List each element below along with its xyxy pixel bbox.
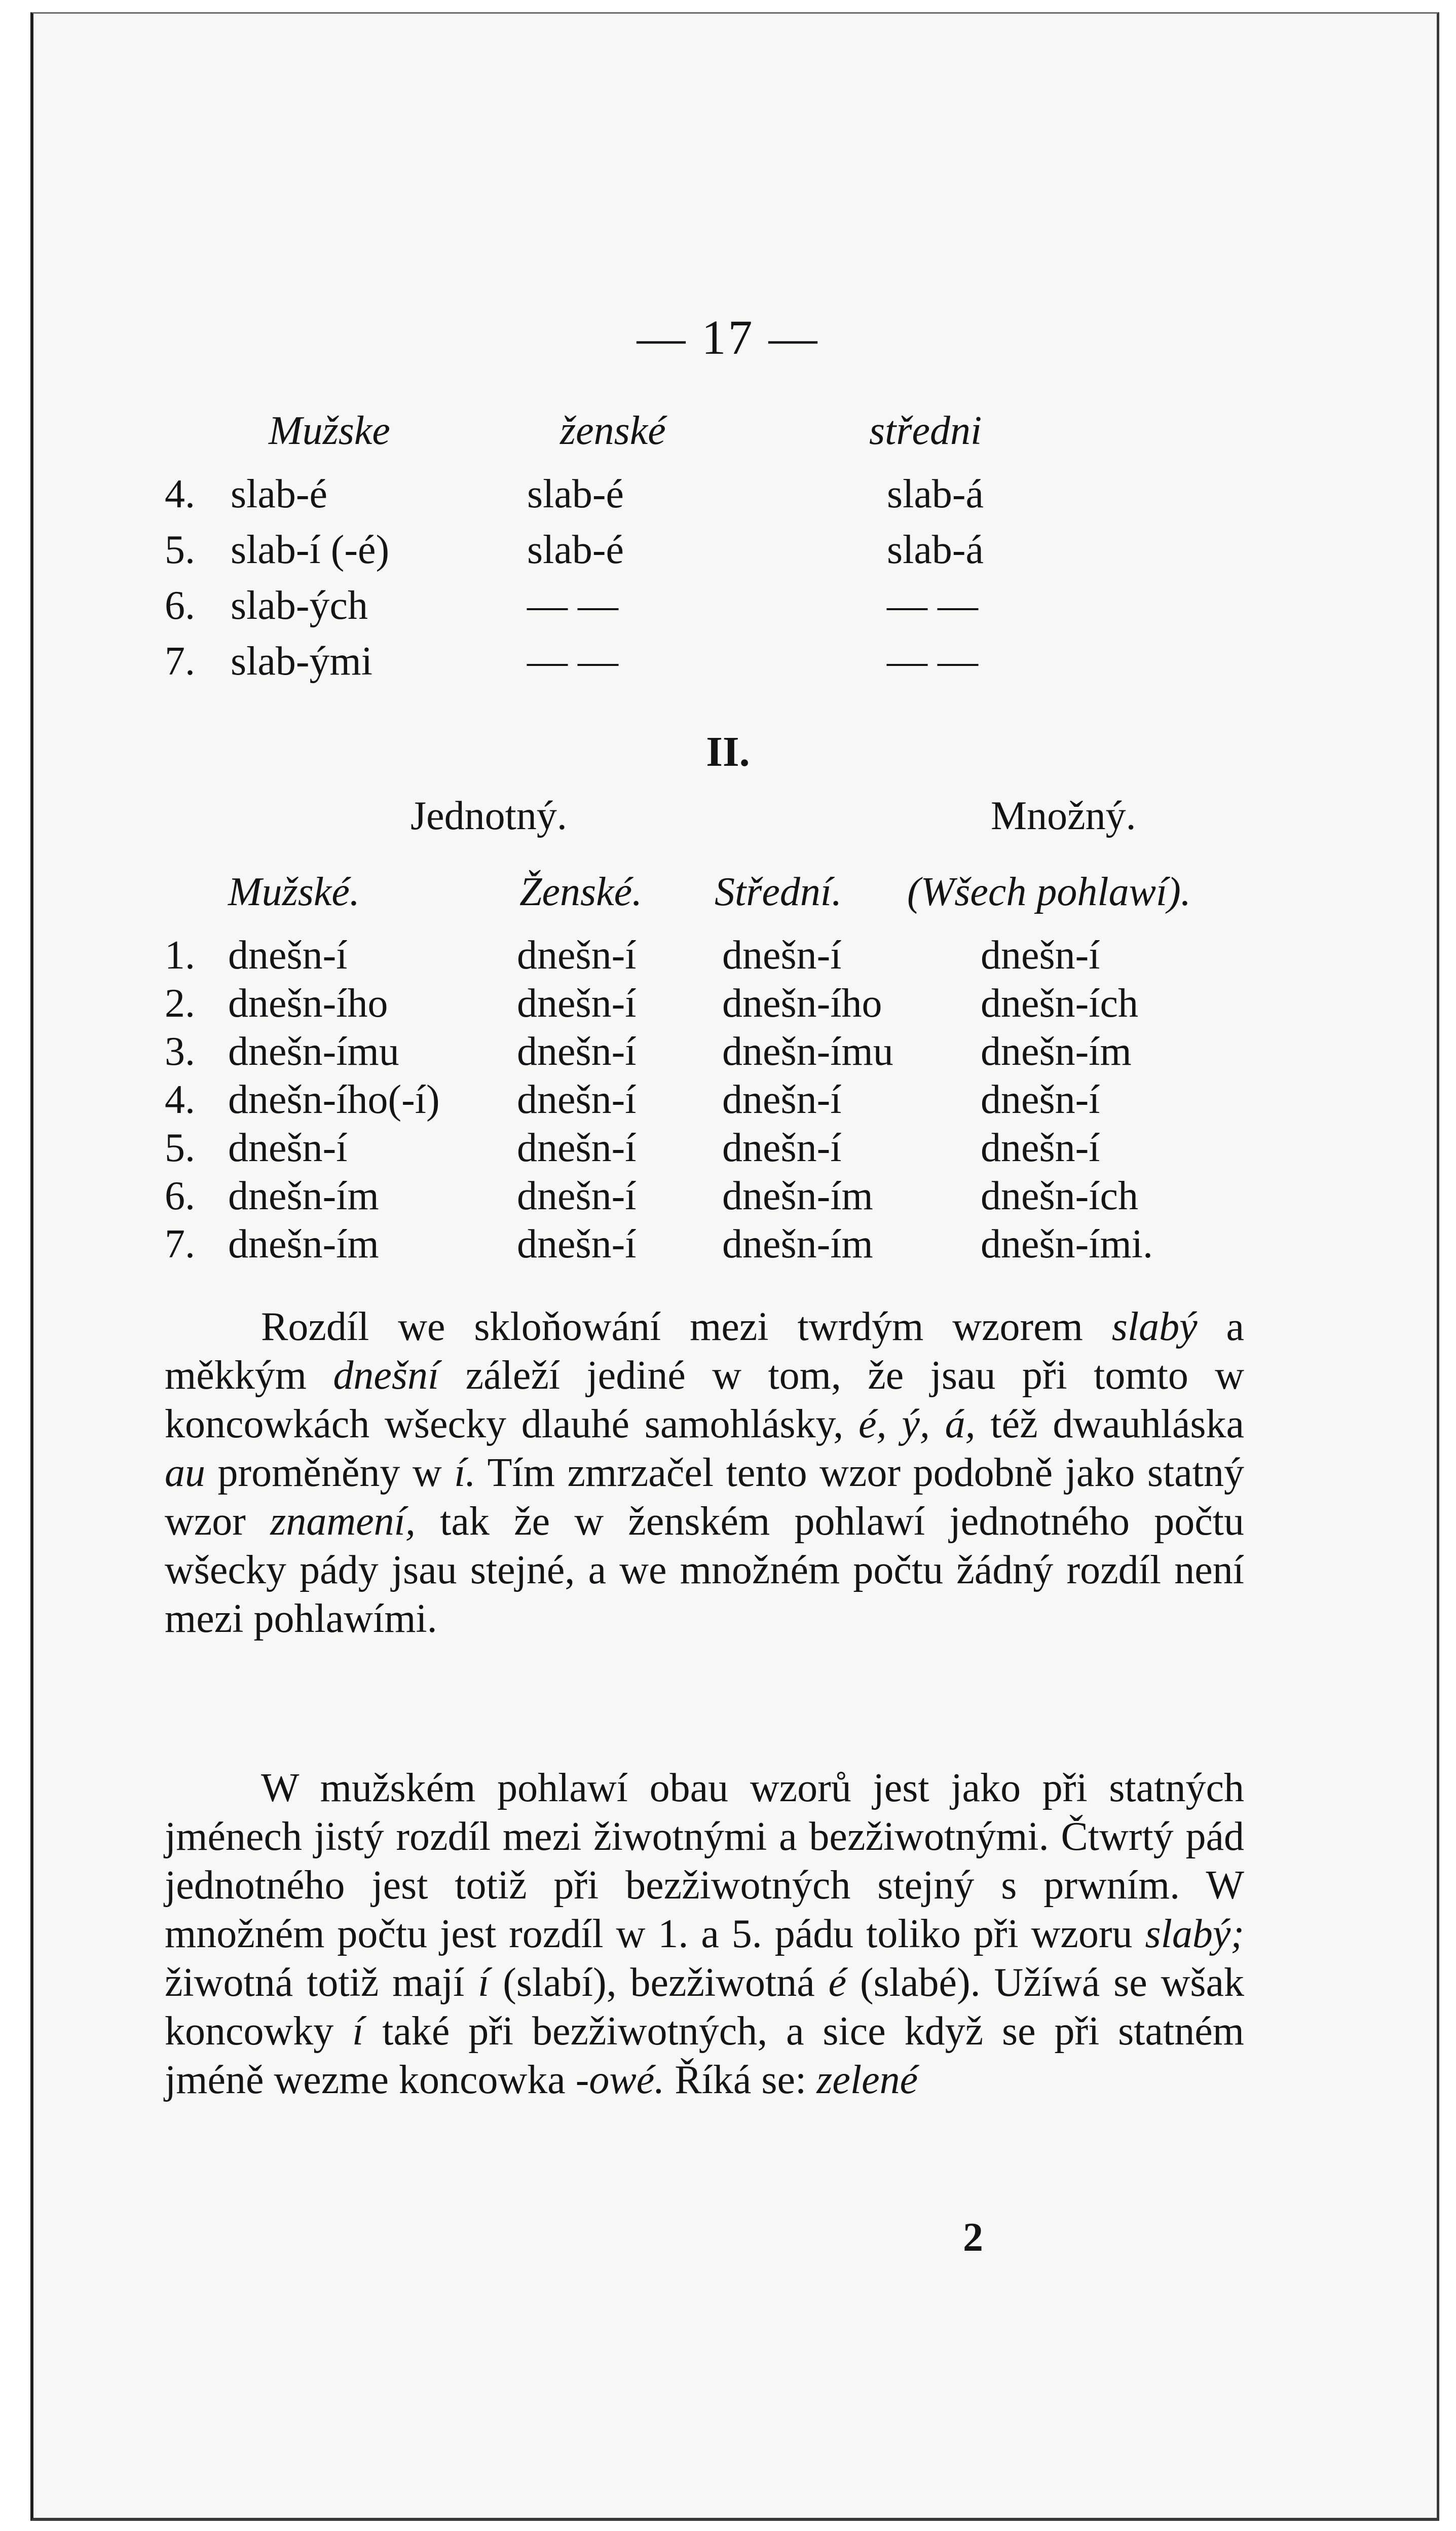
feminine-form: dnešn-í (517, 1174, 637, 1218)
text-run: také při bezžiwotných, a sice když se při statném jméně wezme koncowka (165, 2009, 1245, 2102)
text-run: též dwauhláska (975, 1402, 1245, 1446)
plural-form: dnešn-ích (981, 1174, 1139, 1218)
body-paragraph-1 (165, 1302, 1244, 1643)
section-number: II. (706, 728, 750, 775)
case-number: 3. (165, 1029, 195, 1074)
masculine-form: dnešn-ího(-í) (228, 1077, 440, 1122)
text-run: a měkkým (165, 1305, 1244, 1398)
neuter-form: dnešn-í (722, 1077, 842, 1122)
neuter-form: dnešn-ím (722, 1222, 873, 1267)
neuter-form: slab-á (887, 528, 984, 572)
masculine-form: slab-ých (231, 583, 368, 628)
text-run: záleží jediné w tom, že jsau při tomto w koncowkách wšecky dlauhé samohlásky, (165, 1353, 1244, 1446)
plural-form: dnešn-í (981, 1126, 1100, 1170)
case-number: 4. (165, 1077, 195, 1122)
feminine-form: slab-é (527, 472, 624, 516)
feminine-form: dnešn-í (517, 1077, 637, 1122)
masculine-form: dnešn-ího (228, 981, 388, 1026)
neuter-form: dnešn-í (722, 933, 842, 978)
italic-term: í (352, 2009, 364, 2054)
plural-form: dnešn-ích (981, 981, 1139, 1026)
masculine-form: dnešn-ím (228, 1174, 379, 1218)
italic-term: slabý; (1145, 1912, 1244, 1956)
masculine-form: dnešn-ím (228, 1222, 379, 1267)
plural-form: dnešn-ími. (981, 1222, 1153, 1267)
italic-term: au (165, 1450, 205, 1495)
table2-header-all-genders: (Wšech pohlawí). (907, 870, 1191, 914)
plural-form: dnešn-í (981, 1077, 1100, 1122)
feminine-form: dnešn-í (517, 933, 637, 978)
feminine-form: — — (527, 639, 618, 684)
masculine-form: slab-í (-é) (231, 528, 390, 572)
feminine-form: dnešn-í (517, 981, 637, 1026)
neuter-form: dnešn-ího (722, 981, 882, 1026)
feminine-form: dnešn-í (517, 1222, 637, 1267)
italic-term: -owé. (575, 2058, 665, 2102)
body-paragraph-2 (165, 1764, 1244, 2104)
table2-header-neuter: Střední. (715, 870, 842, 914)
page-number: — 17 — (637, 310, 819, 364)
case-number: 6. (165, 1174, 195, 1218)
italic-term: é (828, 1960, 847, 2005)
feminine-form: slab-é (527, 528, 624, 572)
italic-term: í (478, 1960, 490, 2005)
text-run: proměněny w (205, 1450, 455, 1495)
italic-term: zelené (816, 2058, 918, 2102)
text-run: (slabí), bezžiwotná (489, 1960, 829, 2005)
italic-term: é, ý, á, (858, 1402, 976, 1446)
table1-header-feminine: ženské (560, 408, 666, 453)
table1-header-masculine: Mužske (269, 408, 390, 453)
case-number: 7. (165, 639, 195, 684)
case-number: 7. (165, 1222, 195, 1267)
italic-term: dnešní (333, 1353, 439, 1398)
masculine-form: slab-ými (231, 639, 372, 684)
feminine-form: — — (527, 583, 618, 628)
text-run: Rozdíl we skloňowání mezi twrdým wzorem (261, 1305, 1112, 1349)
neuter-form: dnešn-ímu (722, 1029, 893, 1074)
neuter-form: slab-á (887, 472, 984, 516)
masculine-form: dnešn-í (228, 933, 348, 978)
case-number: 6. (165, 583, 195, 628)
table1-header-neuter: středni (869, 408, 982, 453)
text-run: tak že w ženském pohlawí jednotného počtu wšecky pády jsau stejné, a we množném počtu žádný rozdíl není mezi pohlawími. (165, 1499, 1245, 1641)
case-number: 1. (165, 933, 195, 978)
signature-mark: 2 (963, 2215, 983, 2260)
italic-term: slabý (1111, 1305, 1198, 1349)
text-run: Tím zmrzačel tento wzor podobně jako statný wzor (165, 1450, 1245, 1544)
neuter-form: dnešn-ím (722, 1174, 873, 1218)
plural-label: Množný. (991, 794, 1136, 838)
italic-term: í. (454, 1450, 476, 1495)
feminine-form: dnešn-í (517, 1126, 637, 1170)
text-run: W mužském pohlawí obau wzorů jest jako při statných jménech jistý rozdíl mezi žiwotnými a bezžiwotnými. Čtwrtý pád jednotného jest totiž při bezžiwotných stejný s prwním. W množném počtu jest rozdíl w 1. a 5. pádu toliko při wzoru (165, 1766, 1244, 1956)
table2-header-feminine: Ženské. (519, 870, 643, 914)
singular-label: Jednotný. (410, 794, 567, 838)
case-number: 4. (165, 472, 195, 516)
text-run: Říká se: (664, 2058, 817, 2102)
plural-form: dnešn-ím (981, 1029, 1132, 1074)
italic-term: znamení, (270, 1499, 416, 1544)
case-number: 5. (165, 528, 195, 572)
table2-header-masculine: Mužské. (228, 870, 360, 914)
neuter-form: — — (887, 639, 978, 684)
text-run: žiwotná totiž mají (165, 1960, 478, 2005)
case-number: 5. (165, 1126, 195, 1170)
text-run: (slabé). Užíwá se wšak koncowky (165, 1960, 1245, 2054)
masculine-form: slab-é (231, 472, 328, 516)
masculine-form: dnešn-ímu (228, 1029, 399, 1074)
case-number: 2. (165, 981, 195, 1026)
masculine-form: dnešn-í (228, 1126, 348, 1170)
neuter-form: dnešn-í (722, 1126, 842, 1170)
feminine-form: dnešn-í (517, 1029, 637, 1074)
plural-form: dnešn-í (981, 933, 1100, 978)
neuter-form: — — (887, 583, 978, 628)
